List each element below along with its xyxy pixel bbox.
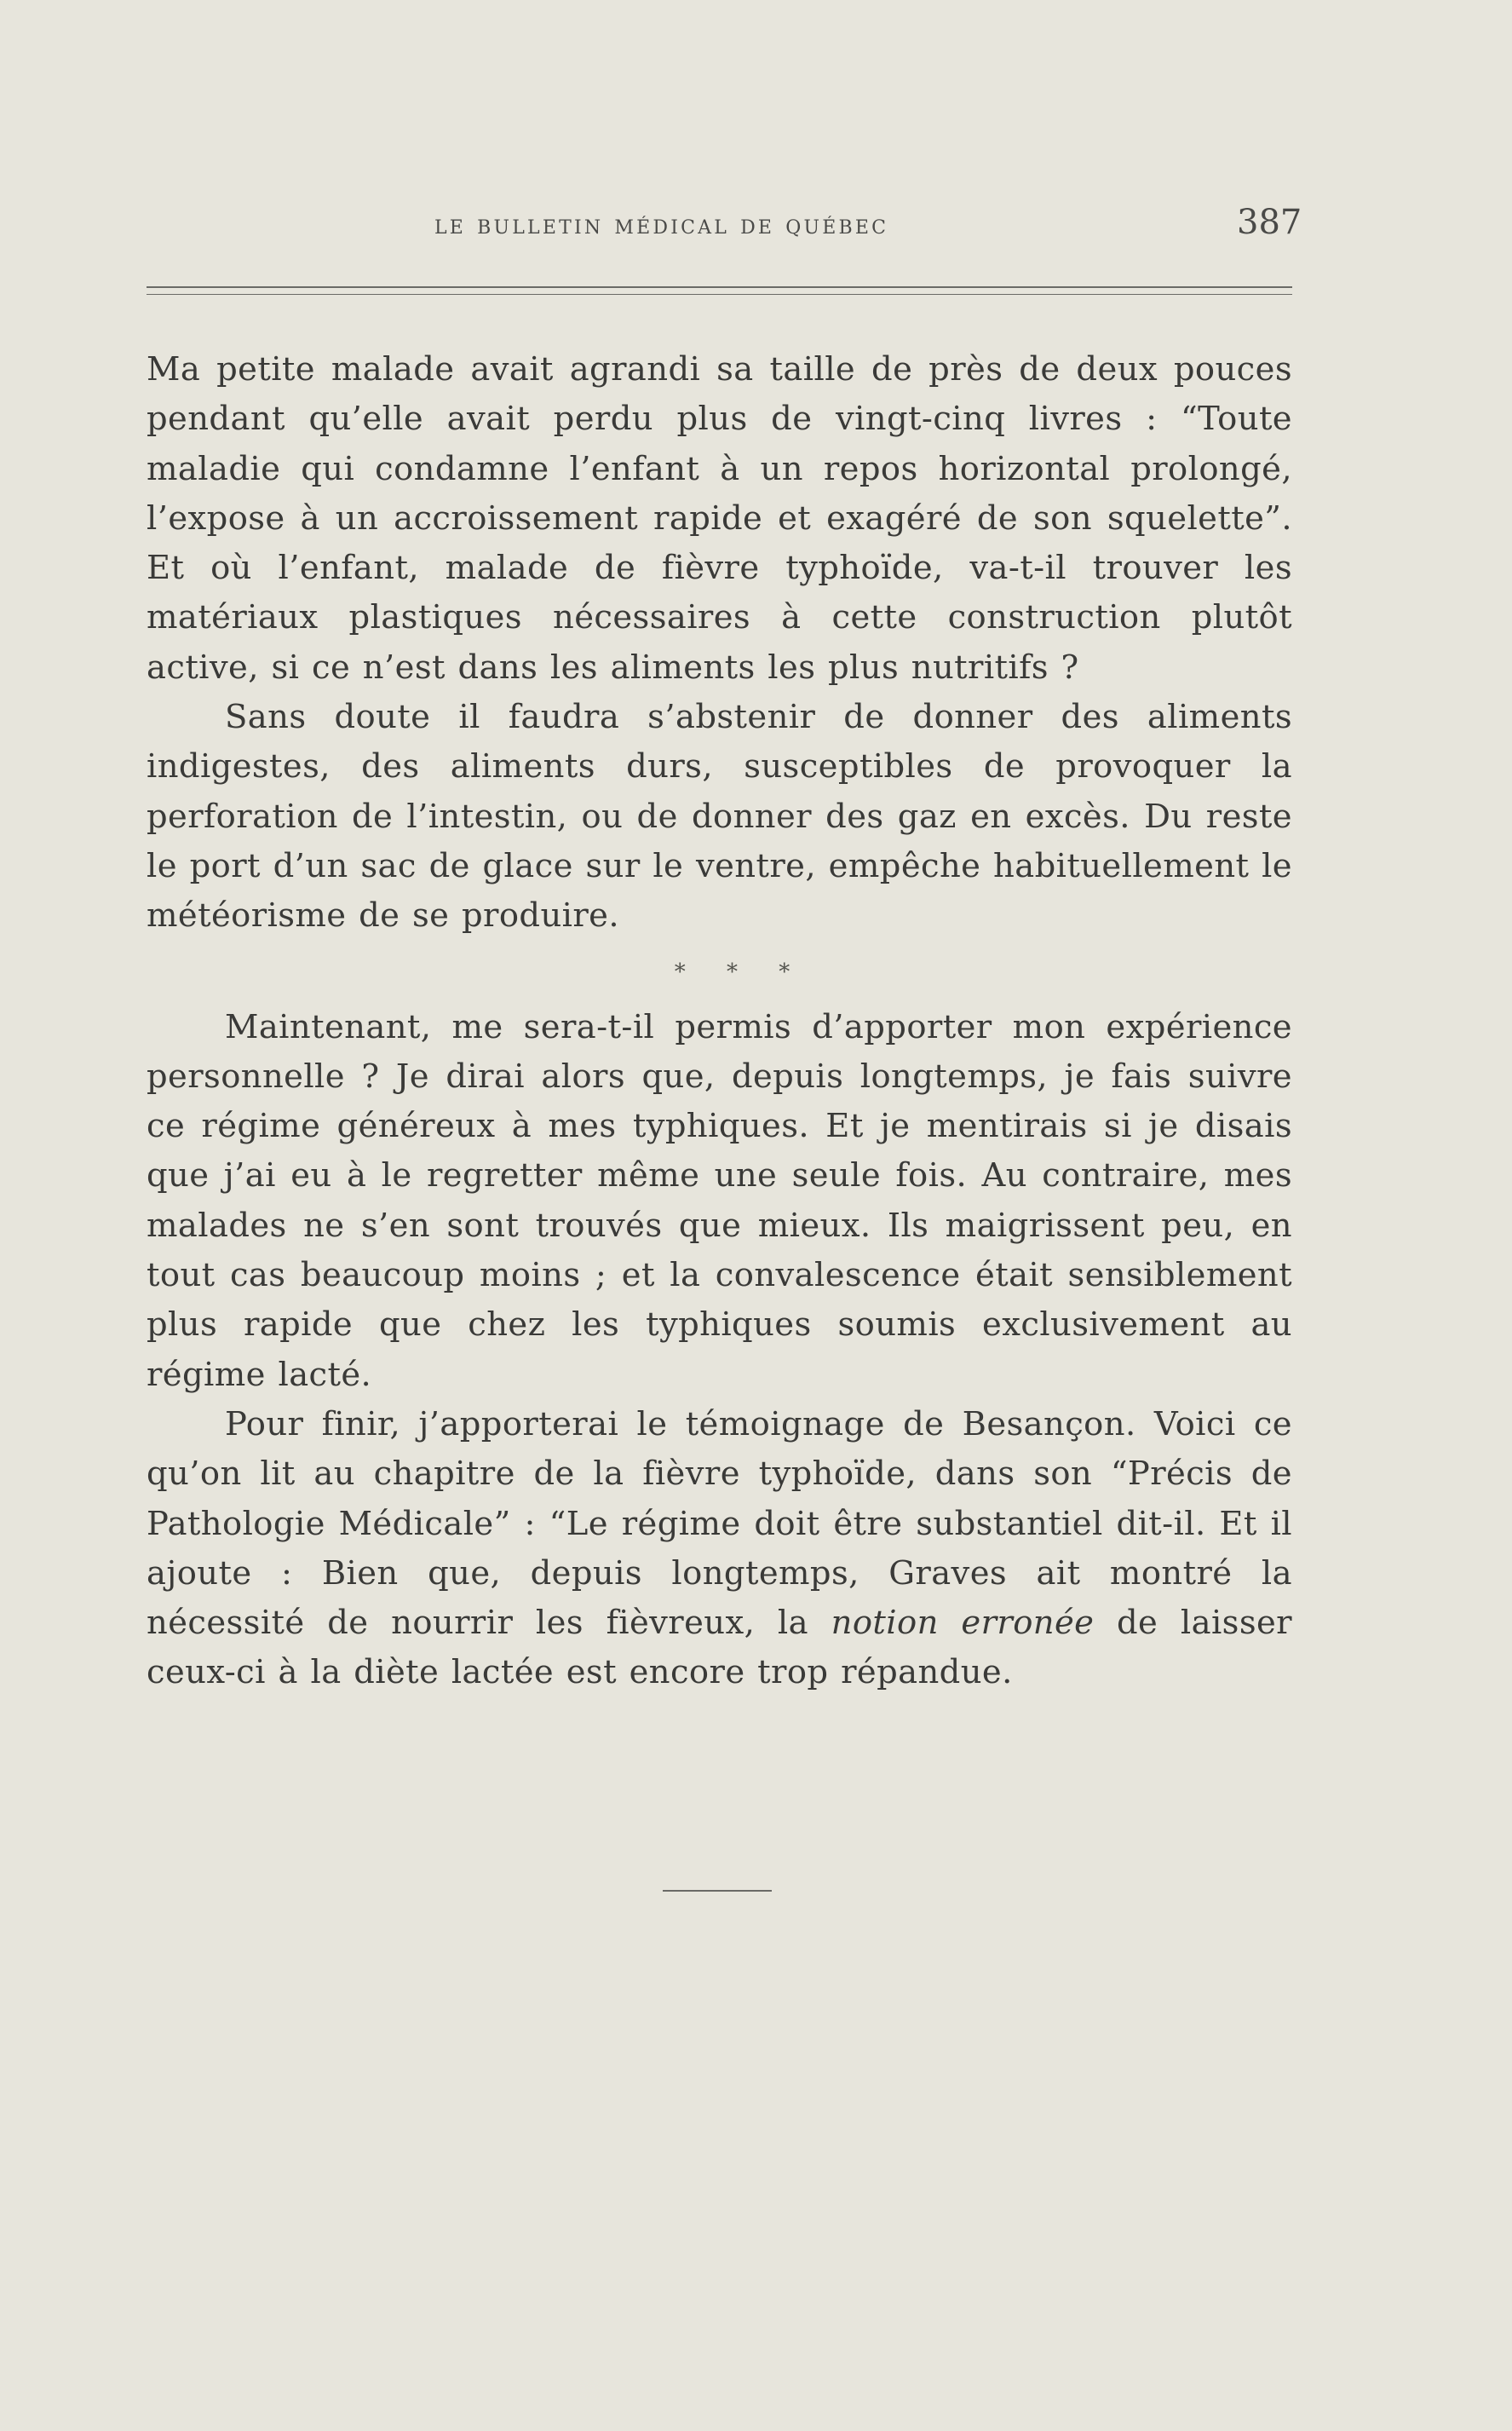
header-rule-bottom	[147, 294, 1292, 295]
section-break-asterism: * * *	[674, 959, 808, 985]
paragraph-4-italic: notion erronée	[831, 1604, 1095, 1643]
page-number: 387	[1237, 203, 1302, 242]
paragraph-4	[147, 1400, 1292, 1698]
header-rule-top	[147, 286, 1292, 288]
running-title: le bulletin médical de québec	[434, 210, 889, 240]
paragraph-3: Maintenant, me sera-t-il permis d’apporter mon expérience personnelle ? Je dirai alors que, depuis longtemps, je fais suivre ce régime généreux à mes typhiques. Et je mentirais si je disais que j’ai eu à le regretter même une seule fois. Au contraire, mes malades ne s’en sont trouvés que mieux. Ils maigrissent peu, en tout cas beaucoup moins ; et la convalescence était sensiblement plus rapide que chez les typhiques soumis exclusivement au régime lacté.	[147, 1007, 1292, 1394]
end-of-article-rule	[663, 1890, 772, 1892]
paragraph-1: Ma petite malade avait agrandi sa taille de près de deux pouces pendant qu’elle avait perdu plus de vingt-cinq livres : “Toute maladie qui condamne l’enfant à un repos horizontal prolongé, l’expose à un accroissement rapide et exagéré de son squelette”. Et où l’enfant, malade de fièvre typhoïde, va-t-il trouver les matériaux plastiques nécessaires à cette construction plutôt active, si ce n’est dans les aliments les plus nutritifs ?	[147, 350, 1292, 687]
body-text	[147, 345, 1292, 1698]
paragraph-2: Sans doute il faudra s’abstenir de donner des aliments indigestes, des aliments durs, susceptibles de provoquer la perforation de l’intestin, ou de donner des gaz en excès. Du reste le port d’un sac de glace sur le ventre, empêche habituellement le météorisme de se produire.	[147, 698, 1292, 936]
paragraph-4-text-a: Pour finir, j’apporterai le témoignage de Besançon. Voici ce qu’on lit au chapitre de la fièvre typhoïde, dans son “Précis de Pathologie Médicale” : “Le régime doit être substantiel dit-il. Et il ajoute : Bien que, depuis longtemps, Graves ait montré la nécessité de nourrir les fièvreux, la	[147, 1404, 1292, 1643]
paragraph-4-text-b: de laisser ceux-ci à la diète lactée est encore trop répandue.	[147, 1604, 1292, 1692]
